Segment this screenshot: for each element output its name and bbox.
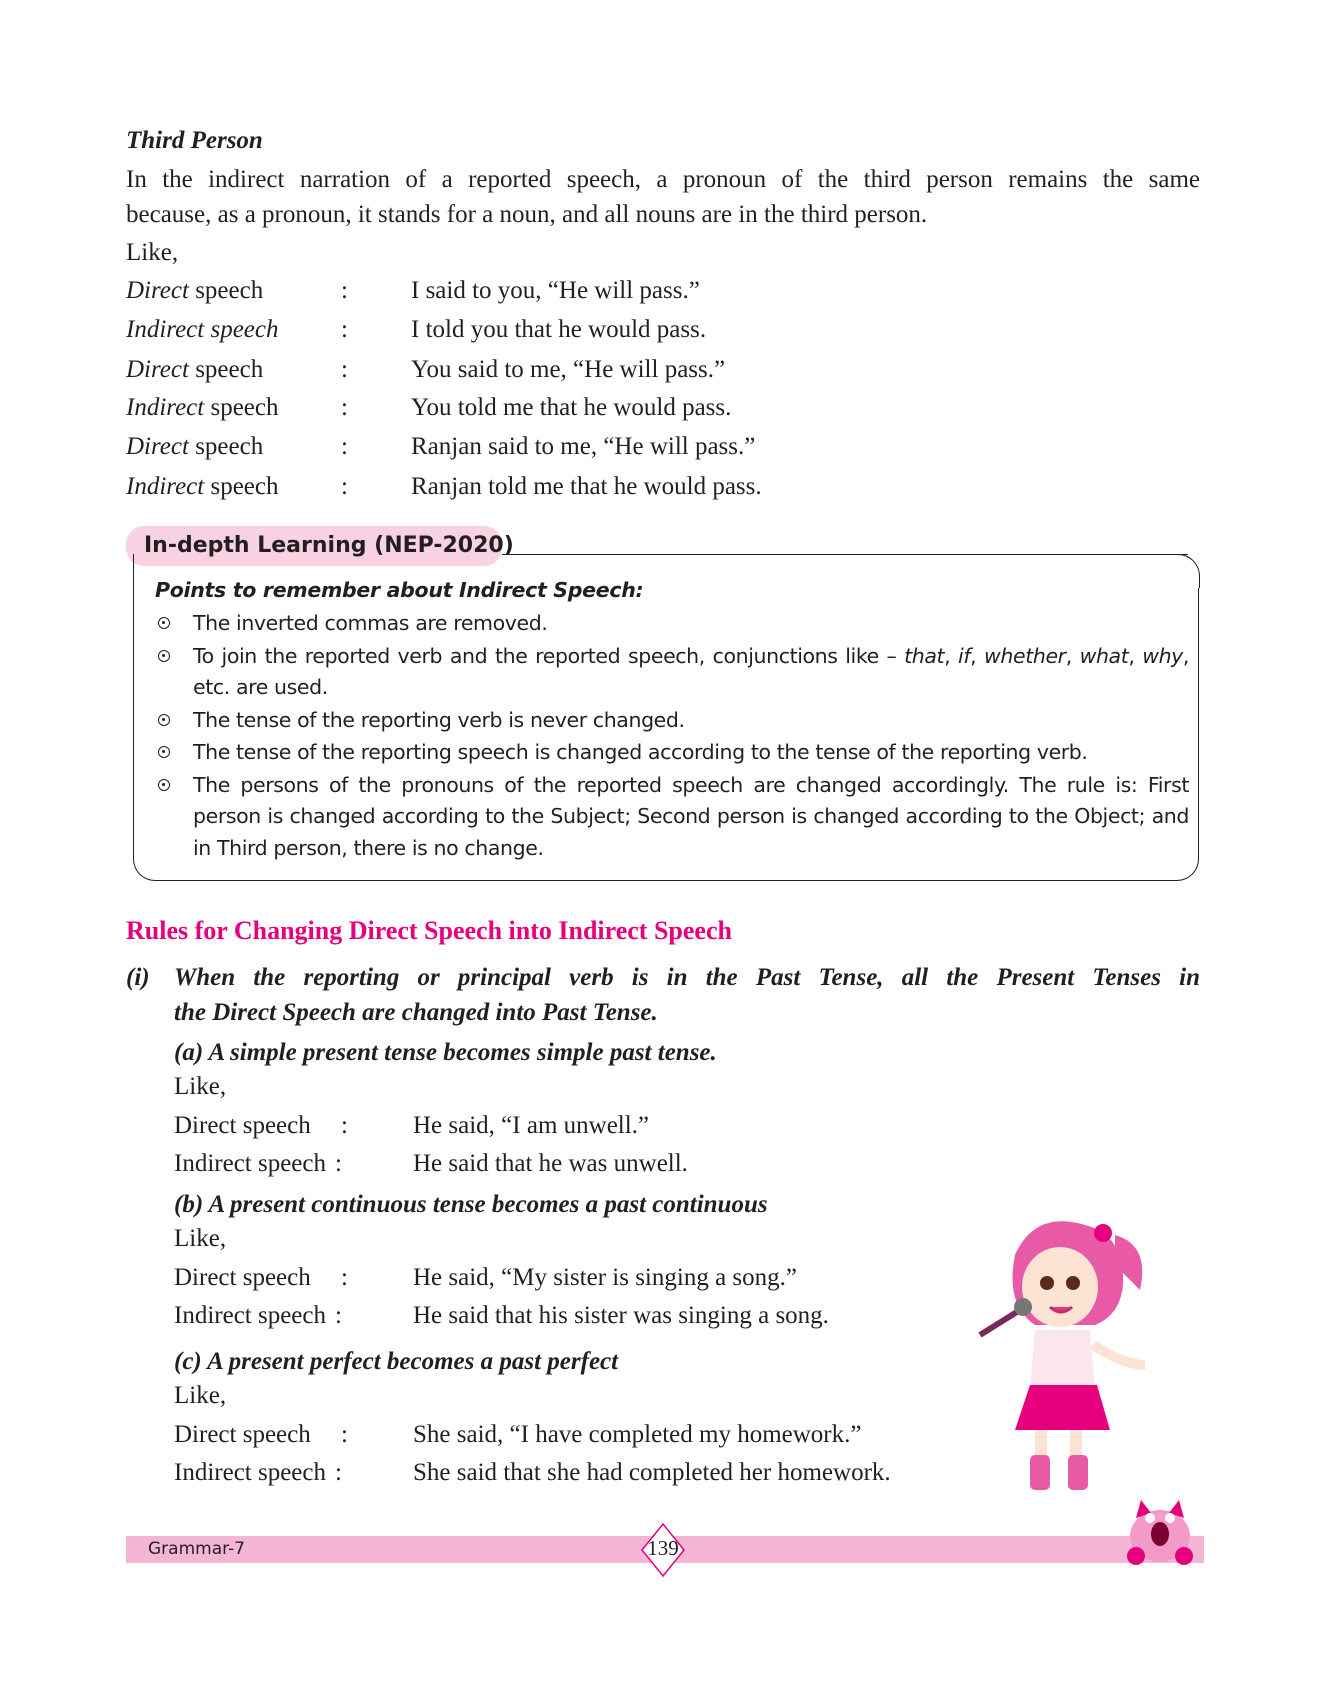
sub-rule-heading: (c) A present perfect becomes a past perfect <box>174 1348 619 1375</box>
example-text: I said to you, “He will pass.” <box>411 277 700 304</box>
example-colon: : <box>341 394 348 421</box>
example-row <box>0 394 1332 428</box>
like-label: Like, <box>174 1073 227 1100</box>
example-colon: : <box>341 473 348 500</box>
example-label: Direct speech <box>126 277 264 304</box>
bullet-item <box>155 608 1189 640</box>
bullet-icon <box>158 617 170 629</box>
example-text: He said that he was unwell. <box>413 1150 688 1177</box>
points-content <box>155 578 1189 865</box>
example-label: Direct speech <box>126 433 264 460</box>
like-label: Like, <box>174 1225 227 1252</box>
example-text: She said, “I have completed my homework.” <box>413 1421 862 1448</box>
rule-heading-line: When the reporting or principal verb is in the Past Tense, all the Present Tenses in <box>174 964 1200 991</box>
example-text: He said, “My sister is singing a song.” <box>413 1264 797 1291</box>
bullet-icon <box>158 714 170 726</box>
example-colon: : <box>335 1302 342 1329</box>
example-text: You told me that he would pass. <box>411 394 732 421</box>
example-colon: : <box>341 1264 348 1291</box>
example-label: Indirect speech <box>126 473 279 500</box>
bullet-icon <box>158 650 170 662</box>
in-depth-learning-badge: In-depth Learning (NEP-2020) <box>126 526 502 566</box>
example-label: Indirect speech <box>174 1459 327 1486</box>
example-colon: : <box>341 1112 348 1139</box>
example-text: You said to me, “He will pass.” <box>411 356 726 383</box>
example-row <box>0 1112 1332 1146</box>
example-label: Indirect speech <box>126 316 279 343</box>
example-row <box>0 473 1332 507</box>
example-row <box>0 316 1332 350</box>
example-text: Ranjan said to me, “He will pass.” <box>411 433 756 460</box>
rules-heading: Rules for Changing Direct Speech into Indirect Speech <box>126 916 732 945</box>
example-row <box>0 356 1332 390</box>
rule-heading-line: the Direct Speech are changed into Past Tense. <box>174 999 658 1026</box>
example-label: Indirect speech <box>174 1302 327 1329</box>
example-colon: : <box>341 1421 348 1448</box>
example-colon: : <box>341 277 348 304</box>
example-label: Direct speech <box>126 356 264 383</box>
example-label: Indirect speech <box>174 1150 327 1177</box>
bullet-text: The persons of the pronouns of the reported speech are changed accordingly. The rule is: First person is changed according to the Subject; Second person is changed according to the Object; and in Third person, there is no change. <box>193 772 1189 860</box>
bullet-text: To join the reported verb and the reported speech, conjunctions like – that, if, whether, what, why, etc. are used. <box>193 643 1190 699</box>
points-title: Points to remember about Indirect Speech: <box>155 578 644 602</box>
example-text: I told you that he would pass. <box>411 316 707 343</box>
bullet-item <box>155 705 1189 737</box>
bullet-text: The inverted commas are removed. <box>193 611 548 635</box>
bullet-item <box>155 770 1189 865</box>
example-colon: : <box>335 1150 342 1177</box>
rule-number: (i) <box>126 964 150 991</box>
bullet-icon <box>158 746 170 758</box>
example-label: Indirect speech <box>126 394 279 421</box>
example-text: She said that she had completed her homework. <box>413 1459 891 1486</box>
example-row <box>0 277 1332 311</box>
section-heading-third-person: Third Person <box>126 127 263 154</box>
bullet-icon <box>158 779 170 791</box>
bullet-text: The tense of the reporting verb is never changed. <box>193 707 685 732</box>
like-label: Like, <box>174 1382 227 1409</box>
example-text: Ranjan told me that he would pass. <box>411 473 762 500</box>
paragraph-line: because, as a pronoun, it stands for a noun, and all nouns are in the third person. <box>126 201 928 228</box>
example-row <box>0 433 1332 467</box>
example-label: Direct speech <box>174 1264 311 1291</box>
example-colon: : <box>341 316 348 343</box>
bullet-text: The tense of the reporting speech is changed according to the tense of the reporting verb. <box>193 740 1088 764</box>
page-number: 139 <box>647 1536 679 1560</box>
paragraph-line: In the indirect narration of a reported speech, a pronoun of the third person remains the same <box>126 166 1200 193</box>
example-text: He said, “I am unwell.” <box>413 1112 650 1139</box>
girl-singing-illustration <box>975 1215 1170 1515</box>
sub-rule-heading: (a) A simple present tense becomes simple past tense. <box>174 1039 717 1066</box>
example-label: Direct speech <box>174 1421 311 1448</box>
footer-book-title: Grammar-7 <box>148 1539 245 1559</box>
example-colon: : <box>341 356 348 383</box>
example-text: He said that his sister was singing a song. <box>413 1302 829 1329</box>
bullet-item <box>155 737 1189 769</box>
example-row <box>0 1150 1332 1184</box>
example-colon: : <box>335 1459 342 1486</box>
example-colon: : <box>341 433 348 460</box>
monster-mascot-illustration <box>1116 1498 1204 1566</box>
bullet-item <box>155 641 1189 704</box>
sub-rule-heading: (b) A present continuous tense becomes a past continuous <box>174 1191 768 1218</box>
example-label: Direct speech <box>174 1112 311 1139</box>
like-label: Like, <box>126 239 179 266</box>
